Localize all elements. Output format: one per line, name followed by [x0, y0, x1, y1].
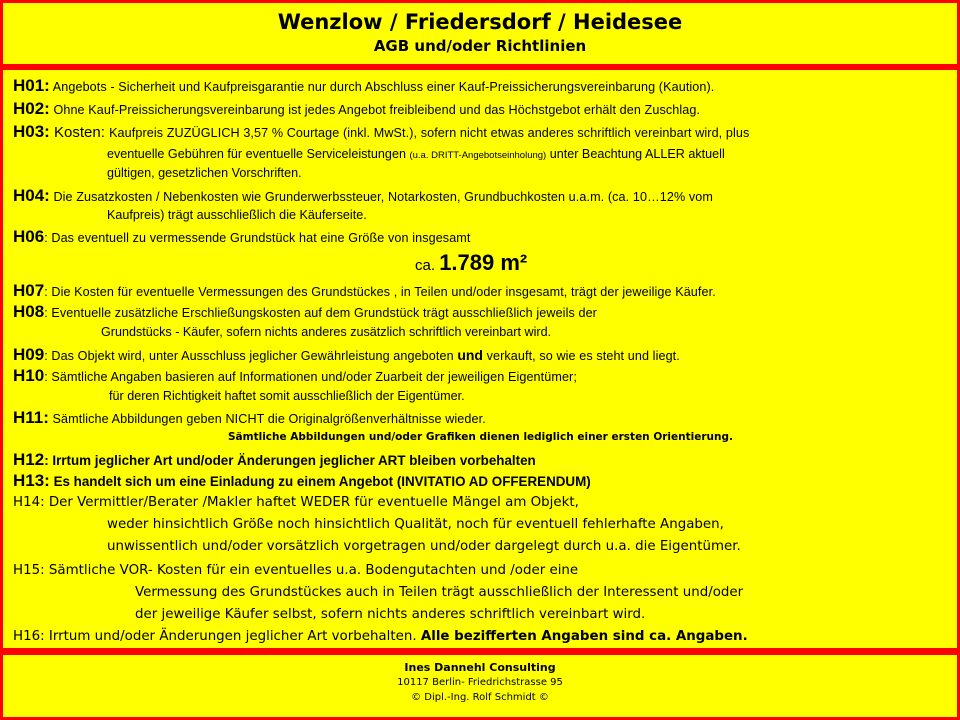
header-panel — [3, 3, 957, 64]
term-text: Angebots - Sicherheit und Kaufpreisgarantie nur durch Abschluss einer Kauf-Preissicherungsvereinbarung (Kaution). — [49, 80, 715, 94]
term-code: H11: — [13, 408, 49, 427]
term-code: H02: — [13, 99, 50, 118]
term-h08 — [13, 302, 597, 322]
term-h15-line2: Vermessung des Grundstückes auch in Teilen trägt ausschließlich der Interessent und/oder — [135, 585, 744, 600]
term-text: Sämtliche Abbildungen geben NICHT die Originalgrößenverhältnisse wieder. — [48, 412, 486, 426]
term-text: : Eventuelle zusätzliche Erschließungskosten auf dem Grundstück trägt ausschließlich jeweils der — [44, 306, 597, 320]
term-h14-line3: unwissentlich und/oder vorsätzlich vorgetragen und/oder dargelegt durch u.a. die Eigentümer. — [107, 539, 741, 554]
term-code: H07 — [13, 281, 45, 300]
term-h11 — [13, 408, 486, 428]
term-code: H13: — [13, 471, 50, 490]
term-code: H10 — [13, 366, 45, 385]
footer-panel — [3, 655, 957, 717]
term-code: H01: — [13, 76, 50, 95]
plot-size — [415, 250, 527, 276]
term-code: H06 — [13, 227, 45, 246]
copyright: © Dipl.-Ing. Rolf Schmidt © — [411, 692, 549, 703]
term-h15-line3: der jeweilige Käufer selbst, sofern nichts anderes schriftlich vereinbart wird. — [135, 607, 646, 622]
term-h04 — [13, 186, 713, 206]
term-note: (u.a. DRITT-Angebotseinholung) — [409, 150, 547, 161]
term-h10 — [13, 366, 577, 386]
plot-size-prefix: ca. — [415, 257, 440, 274]
term-text: : Die Kosten für eventuelle Vermessungen des Grundstückes , in Teilen und/oder insgesamt, trägt der jeweilige Käufer. — [44, 285, 716, 299]
term-code: H04: — [13, 186, 50, 205]
term-h12 — [13, 450, 536, 470]
term-h13 — [13, 471, 591, 491]
term-h08-line2: Grundstücks - Käufer, sofern nichts anderes zusätzlich schriftlich vereinbart wird. — [101, 325, 552, 339]
term-h03-line3: gültigen, gesetzlichen Vorschriften. — [107, 166, 302, 180]
term-h09: H09: Das Objekt wird, unter Ausschluss jeglicher Gewährleistung angeboten und verkauft, so wie es steht und liegt. — [13, 345, 680, 364]
term-h04-line2: Kaufpreis) trägt ausschließlich die Käuferseite. — [107, 208, 367, 222]
term-label: Kosten: — [49, 124, 110, 141]
term-text: : Sämtliche Angaben basieren auf Informationen und/oder Zuarbeit der jeweiligen Eigentümer; — [44, 370, 577, 384]
term-h03 — [13, 122, 749, 142]
term-code: H12 — [13, 450, 45, 469]
company-address: 10117 Berlin- Friedrichstrasse 95 — [397, 677, 563, 688]
term-h01 — [13, 76, 714, 96]
term-h16: H16: Irrtum und/oder Änderungen jeglicher Art vorbehalten. Alle bezifferten Angaben sind ca. Angaben. — [13, 629, 748, 644]
page-title: Wenzlow / Friedersdorf / Heidesee — [277, 10, 683, 34]
term-code: H09 — [13, 345, 45, 364]
term-text: Kaufpreis ZUZÜGLICH 3,57 % Courtage (inkl. MwSt.), sofern nicht etwas anderes schriftlich vereinbart wird, plus — [109, 126, 750, 140]
company-name: Ines Dannehl Consulting — [404, 661, 556, 674]
term-text: : Das eventuell zu vermessende Grundstück hat eine Größe von insgesamt — [44, 231, 471, 245]
term-h02 — [13, 99, 700, 119]
term-text: Es handelt sich um eine Einladung zu einem Angebot (INVITATIO AD OFFERENDUM) — [49, 474, 591, 489]
term-code: H08 — [13, 302, 45, 321]
term-text: Die Zusatzkosten / Nebenkosten wie Grunderwerbssteuer, Notarkosten, Grundbuchkosten u.a.m. (ca. 10…12% vom — [49, 190, 713, 204]
terms-panel — [3, 70, 957, 648]
term-h15: H15: Sämtliche VOR- Kosten für ein eventuelles u.a. Bodengutachten und /oder eine — [13, 563, 579, 578]
term-code: H03: — [13, 122, 50, 141]
term-text: Ohne Kauf-Preissicherungsvereinbarung ist jedes Angebot freibleibend und das Höchstgebot erhält den Zuschlag. — [49, 103, 701, 117]
page-subtitle: AGB und/oder Richtlinien — [373, 37, 587, 55]
term-h03-line2: eventuelle Gebühren für eventuelle Serviceleistungen (u.a. DRITT-Angebotseinholung) unter Beachtung ALLER aktuell — [107, 147, 725, 161]
term-h14-line2: weder hinsichtlich Größe noch hinsichtlich Qualität, noch für eventuell fehlerhafte Angaben, — [107, 517, 724, 532]
term-h10-line2: für deren Richtigkeit haftet somit ausschließlich der Eigentümer. — [109, 389, 465, 403]
plot-size-value: 1.789 m² — [439, 250, 528, 275]
term-h11-line2: Sämtliche Abbildungen und/oder Grafiken dienen lediglich einer ersten Orientierung. — [228, 431, 733, 443]
term-h14: H14: Der Vermittler/Berater /Makler haftet WEDER für eventuelle Mängel am Objekt, — [13, 495, 579, 510]
term-h07 — [13, 281, 716, 301]
term-text: : Irrtum jeglicher Art und/oder Änderungen jeglicher ART bleiben vorbehalten — [44, 453, 536, 468]
term-h06 — [13, 227, 471, 247]
